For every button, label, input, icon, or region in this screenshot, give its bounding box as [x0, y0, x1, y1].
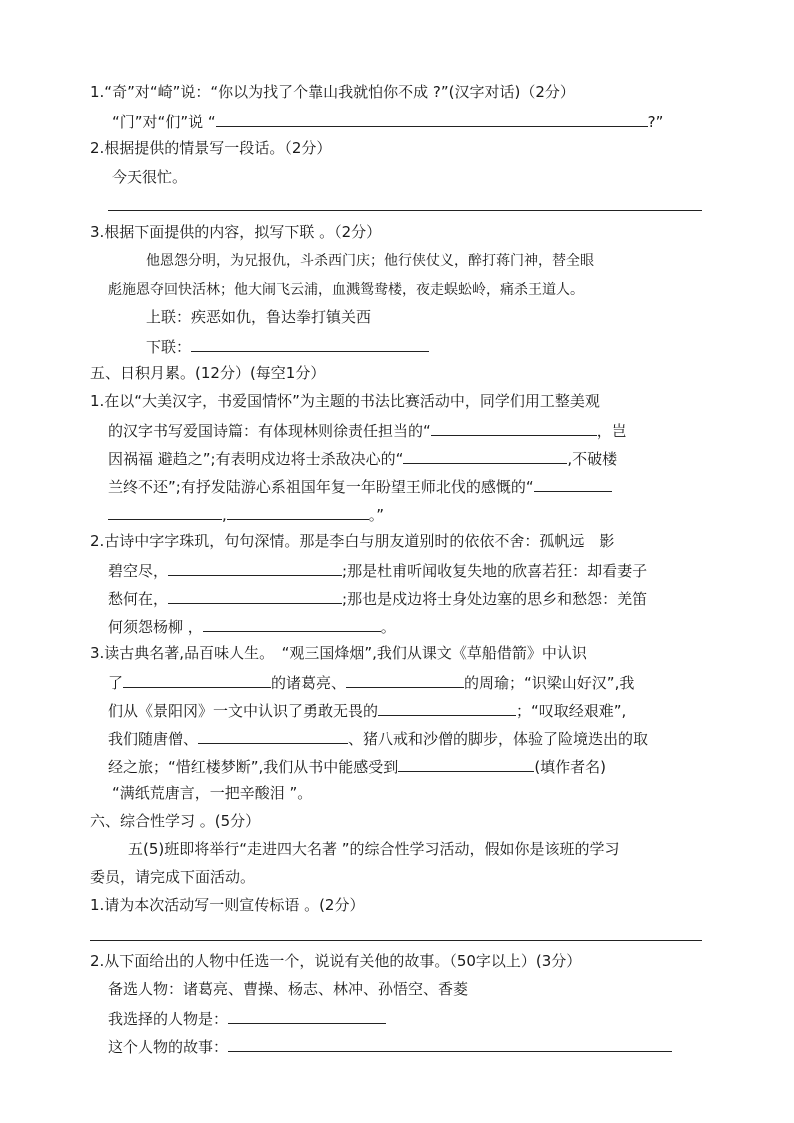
s5-q1-line2: 的汉字书写爱国诗篇：有体现林则徐责任担当的“ ，岂 [108, 419, 627, 441]
answer-blank[interactable] [398, 755, 534, 772]
s5-q1-line4: 兰终不还”;有抒发陆游心系祖国年复一年盼望王师北伐的感慨的“ [108, 475, 612, 497]
s5-q3-line5: 经之旅；“惜红楼梦断”,我们从书中能感受到 (填作者名) [108, 755, 606, 777]
s5-q3-line2: 了 的诸葛亮、 的周瑜；“识梁山好汉”,我 [108, 671, 634, 693]
upper-couplet: 上联：疾恶如仇，鲁达拳打镇关西 [146, 308, 372, 326]
chosen-person-line: 我选择的人物是： [108, 1007, 386, 1029]
answer-blank[interactable] [534, 475, 612, 492]
q3-text-line2: 彪施恩夺回快活林；他大闹飞云浦，血溅鸳鸯楼，夜走蜈蚣岭，痛杀王道人。 [108, 282, 584, 298]
s6-q1: 1.请为本次活动写一则宣传标语 。(2分） [90, 896, 365, 914]
answer-blank[interactable] [228, 1007, 386, 1024]
answer-blank[interactable] [191, 335, 429, 352]
s5-q3-line4: 我们随唐僧、 、猪八戒和沙僧的脚步，体验了险境迭出的取 [108, 727, 648, 749]
q3-heading: 3.根据下面提供的内容，拟写下联 。（2分） [90, 223, 382, 241]
s5-q1-line5: , 。” [108, 503, 384, 525]
q2-heading: 2.根据提供的情景写一段话。（2分） [90, 139, 332, 157]
q1-answer-line: “门”对“们”说 “ ?” [112, 110, 663, 132]
answer-line[interactable] [108, 210, 702, 211]
section-5-title: 五、日积月累。(12分）(每空1分） [90, 364, 326, 382]
s5-q1-line1: 1.在以“大美汉字，书爱国情怀”为主题的书法比赛活动中，同学们用工整美观 [90, 392, 600, 410]
answer-blank[interactable] [168, 587, 342, 604]
lower-couplet: 下联： [146, 335, 429, 357]
candidate-list: 备选人物：诸葛亮、曹操、杨志、林冲、孙悟空、香菱 [108, 980, 469, 998]
answer-blank[interactable] [228, 1035, 672, 1052]
s6-intro-line1: 五(5)班即将举行“走进四大名著 ”的综合性学习活动，假如你是该班的学习 [128, 840, 620, 858]
answer-blank[interactable] [431, 419, 597, 436]
answer-blank[interactable] [108, 503, 222, 520]
s5-q3-line1: 3.读古典名著,品百味人生。 “观三国烽烟”,我们从课文《草船借箭》中认识 [90, 644, 587, 662]
s6-intro-line2: 委员，请完成下面活动。 [90, 868, 256, 886]
answer-blank[interactable] [198, 727, 348, 744]
s5-q2-line1: 2.古诗中字字珠玑，句句深情。那是李白与朋友道别时的依依不舍：孤帆远 影 [90, 532, 615, 550]
s5-q3-line3: 们从《景阳冈》一文中认识了勇敢无畏的 ；“叹取经艰难”, [108, 699, 626, 721]
section-6-title: 六、综合性学习 。(5分） [90, 812, 261, 830]
s5-q2-line2: 碧空尽， ;那是杜甫听闻收复失地的欣喜若狂：却看妻子 [108, 559, 647, 581]
answer-blank[interactable] [203, 615, 381, 632]
q2-context: 今天很忙。 [112, 168, 188, 186]
s5-q2-line3: 愁何在， ;那也是戍边将士身处边塞的思乡和愁怨：羌笛 [108, 587, 647, 609]
answer-blank[interactable] [403, 447, 567, 464]
s6-q2: 2.从下面给出的人物中任选一个，说说有关他的故事。（50字以上）(3分） [90, 952, 582, 970]
story-line: 这个人物的故事： [108, 1035, 672, 1057]
answer-line[interactable] [90, 940, 702, 941]
q3-text-line1: 他恩怨分明，为兄报仇，斗杀西门庆；他行侠仗义，醉打蒋门神，替全眼 [146, 253, 594, 269]
q1-dialogue-line: 1.“奇”对“崎”说：“你以为找了个靠山我就怕你不成 ?”(汉字对话)（2分） [90, 83, 575, 101]
answer-blank[interactable] [346, 671, 464, 688]
answer-blank[interactable] [168, 559, 342, 576]
answer-blank[interactable] [123, 671, 271, 688]
answer-blank[interactable] [216, 110, 648, 127]
answer-blank[interactable] [227, 503, 369, 520]
s5-q3-line6: “满纸荒唐言，一把辛酸泪 ”。 [112, 784, 313, 802]
s5-q1-line3: 因祸福 避趋之”;有表明戍边将士杀敌决心的“ ,不破楼 [108, 447, 617, 469]
answer-blank[interactable] [378, 699, 516, 716]
s5-q2-line4: 何须怨杨柳 ， 。 [108, 615, 396, 637]
